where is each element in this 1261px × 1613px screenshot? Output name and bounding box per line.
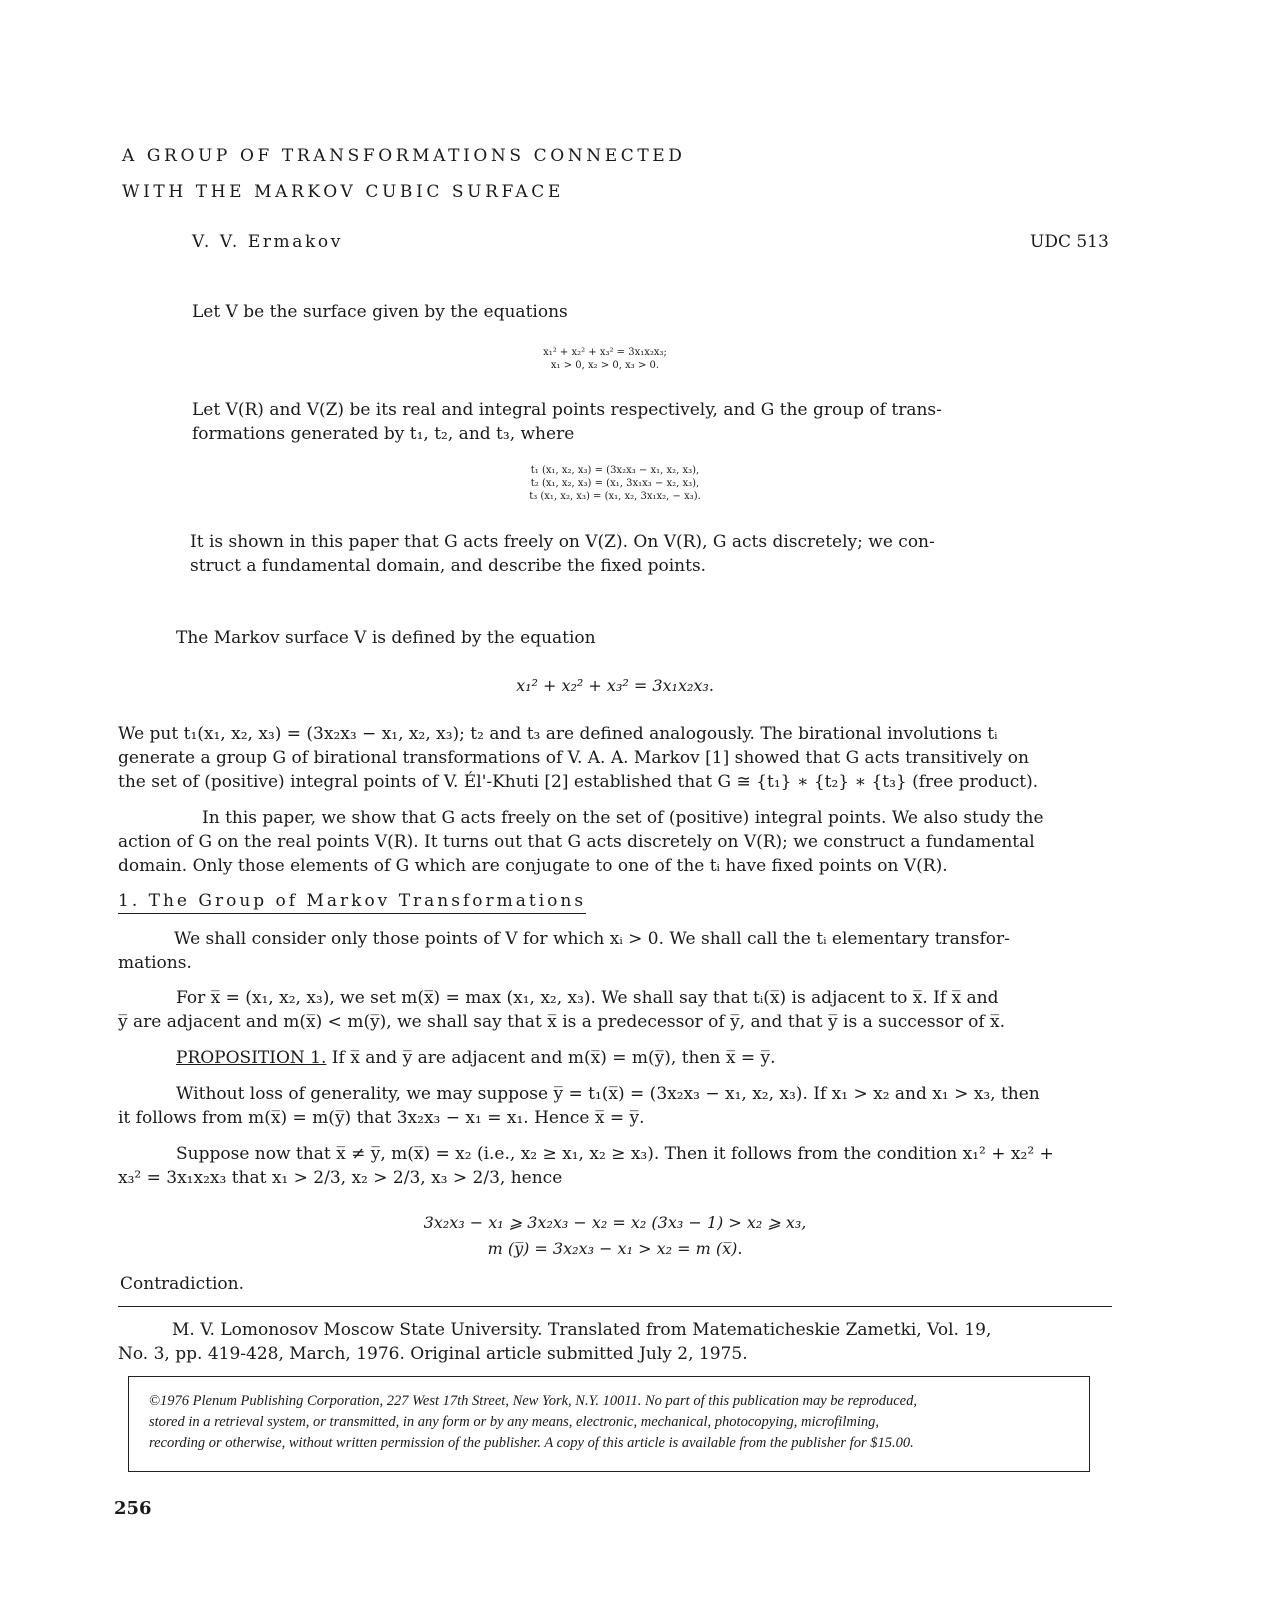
text-line: We shall consider only those points of V for which xᵢ > 0. We shall call the tᵢ elementary transfor- [174, 929, 1010, 949]
body-paragraph-3 [118, 927, 1118, 975]
abstract-paragraph-1: Let V be the surface given by the equations [192, 302, 568, 322]
abstract-paragraph-3 [190, 530, 935, 578]
text-line: ©1976 Plenum Publishing Corporation, 227 West 17th Street, New York, N.Y. 10011. No part of this publication may be reproduced, [149, 1393, 917, 1409]
text-line: x₃² = 3x₁x₂x₃ that x₁ > 2/3, x₂ > 2/3, x₃ > 2/3, hence [118, 1168, 563, 1188]
abstract-equation-1 [480, 346, 730, 372]
proposition-label: PROPOSITION 1. [176, 1048, 327, 1068]
contradiction-text: Contradiction. [120, 1274, 244, 1294]
text-line: Let V(R) and V(Z) be its real and integral points respectively, and G the group of trans- [192, 400, 942, 420]
inequality-block [360, 1210, 870, 1262]
footnote [118, 1318, 1118, 1366]
proposition-1 [176, 1046, 776, 1070]
body-paragraph-intro: The Markov surface V is defined by the equation [176, 628, 596, 648]
text-line: For x̅ = (x₁, x₂, x₃), we set m(x̅) = max (x₁, x₂, x₃). We shall say that tᵢ(x̅) is adjacent to x̅. If x̅ and [176, 988, 999, 1008]
abstract-paragraph-2 [192, 398, 942, 446]
udc-code: UDC 513 [1030, 232, 1109, 252]
markov-equation: x₁² + x₂² + x₃² = 3x₁x₂x₃. [516, 676, 714, 695]
text-line: y̅ are adjacent and m(x̅) < m(y̅), we shall say that x̅ is a predecessor of y̅, and that y̅ is a successor of x̅. [118, 1012, 1006, 1032]
text-line: generate a group G of birational transformations of V. A. A. Markov [1] showed that G acts transitively on [118, 748, 1029, 768]
paper-title-line-1: A GROUP OF TRANSFORMATIONS CONNECTED [122, 146, 686, 166]
text-line: it follows from m(x̅) = m(y̅) that 3x₂x₃ − x₁ = x₁. Hence x̅ = y̅. [118, 1108, 645, 1128]
text-line: We put t₁(x₁, x₂, x₃) = (3x₂x₃ − x₁, x₂, x₃); t₂ and t₃ are defined analogously. The birational involutions tᵢ [118, 724, 998, 744]
body-paragraph-6 [118, 1142, 1118, 1190]
text-line: No. 3, pp. 419-428, March, 1976. Original article submitted July 2, 1975. [118, 1344, 748, 1364]
body-paragraph-1 [118, 722, 1118, 794]
paper-title-line-2: WITH THE MARKOV CUBIC SURFACE [122, 182, 564, 202]
page-number: 256 [114, 1498, 152, 1519]
author: V. V. Ermakov [192, 232, 343, 252]
equation-line: m (y̅) = 3x₂x₃ − x₁ > x₂ = m (x̅). [487, 1239, 743, 1258]
text-line: formations generated by t₁, t₂, and t₃, where [192, 424, 575, 444]
section-heading: 1. The Group of Markov Transformations [118, 891, 586, 914]
text-line: It is shown in this paper that G acts freely on V(Z). On V(R), G acts discretely; we con- [190, 532, 935, 552]
abstract-equation-2 [450, 464, 780, 503]
body-paragraph-4 [118, 986, 1118, 1034]
text-line: action of G on the real points V(R). It turns out that G acts discretely on V(R); we construct a fundamental [118, 832, 1035, 852]
text-line: Without loss of generality, we may suppose y̅ = t₁(x̅) = (3x₂x₃ − x₁, x₂, x₃). If x₁ > x₂ and x₁ > x₃, then [176, 1084, 1040, 1104]
equation-line: t₁ (x₁, x₂, x₃) = (3x₂x₃ − x₁, x₂, x₃), [530, 465, 700, 476]
text-line: In this paper, we show that G acts freely on the set of (positive) integral points. We also study the [202, 808, 1044, 828]
equation-line: t₃ (x₁, x₂, x₃) = (x₁, x₂, 3x₁x₂, − x₃). [529, 491, 701, 502]
text-line: stored in a retrieval system, or transmitted, in any form or by any means, electronic, mechanical, photocopying, microfilming, [149, 1414, 879, 1430]
equation-line: 3x₂x₃ − x₁ ⩾ 3x₂x₃ − x₂ = x₂ (3x₃ − 1) > x₂ ⩾ x₃, [423, 1213, 807, 1232]
text-line: Suppose now that x̅ ≠ y̅, m(x̅) = x₂ (i.e., x₂ ≥ x₁, x₂ ≥ x₃). Then it follows from the condition x₁² + x₂² + [176, 1144, 1054, 1164]
equation-line: x₁ > 0, x₂ > 0, x₃ > 0. [550, 360, 660, 371]
equation-line: t₂ (x₁, x₂, x₃) = (x₁, 3x₁x₃ − x₂, x₃), [530, 478, 700, 489]
proposition-text: If x̅ and y̅ are adjacent and m(x̅) = m(y̅), then x̅ = y̅. [326, 1048, 776, 1068]
body-paragraph-5 [118, 1082, 1118, 1130]
text-line: the set of (positive) integral points of V. Él'-Khuti [2] established that G ≅ {t₁} ∗ {t₂} ∗ {t₃} (free product). [118, 772, 1039, 792]
text-line: struct a fundamental domain, and describe the fixed points. [190, 556, 707, 576]
text-line: recording or otherwise, without written permission of the publisher. A copy of this article is available from the publisher for $15.00. [149, 1435, 914, 1451]
copyright-box [128, 1376, 1090, 1472]
text-line: domain. Only those elements of G which are conjugate to one of the tᵢ have fixed points on V(R). [118, 856, 948, 876]
text-line: M. V. Lomonosov Moscow State University. Translated from Matematicheskie Zametki, Vol. 19, [172, 1320, 992, 1340]
equation-line: x₁² + x₂² + x₃² = 3x₁x₂x₃; [543, 347, 667, 358]
text-line: mations. [118, 953, 192, 973]
body-paragraph-2 [118, 806, 1118, 878]
footnote-divider [118, 1306, 1112, 1307]
